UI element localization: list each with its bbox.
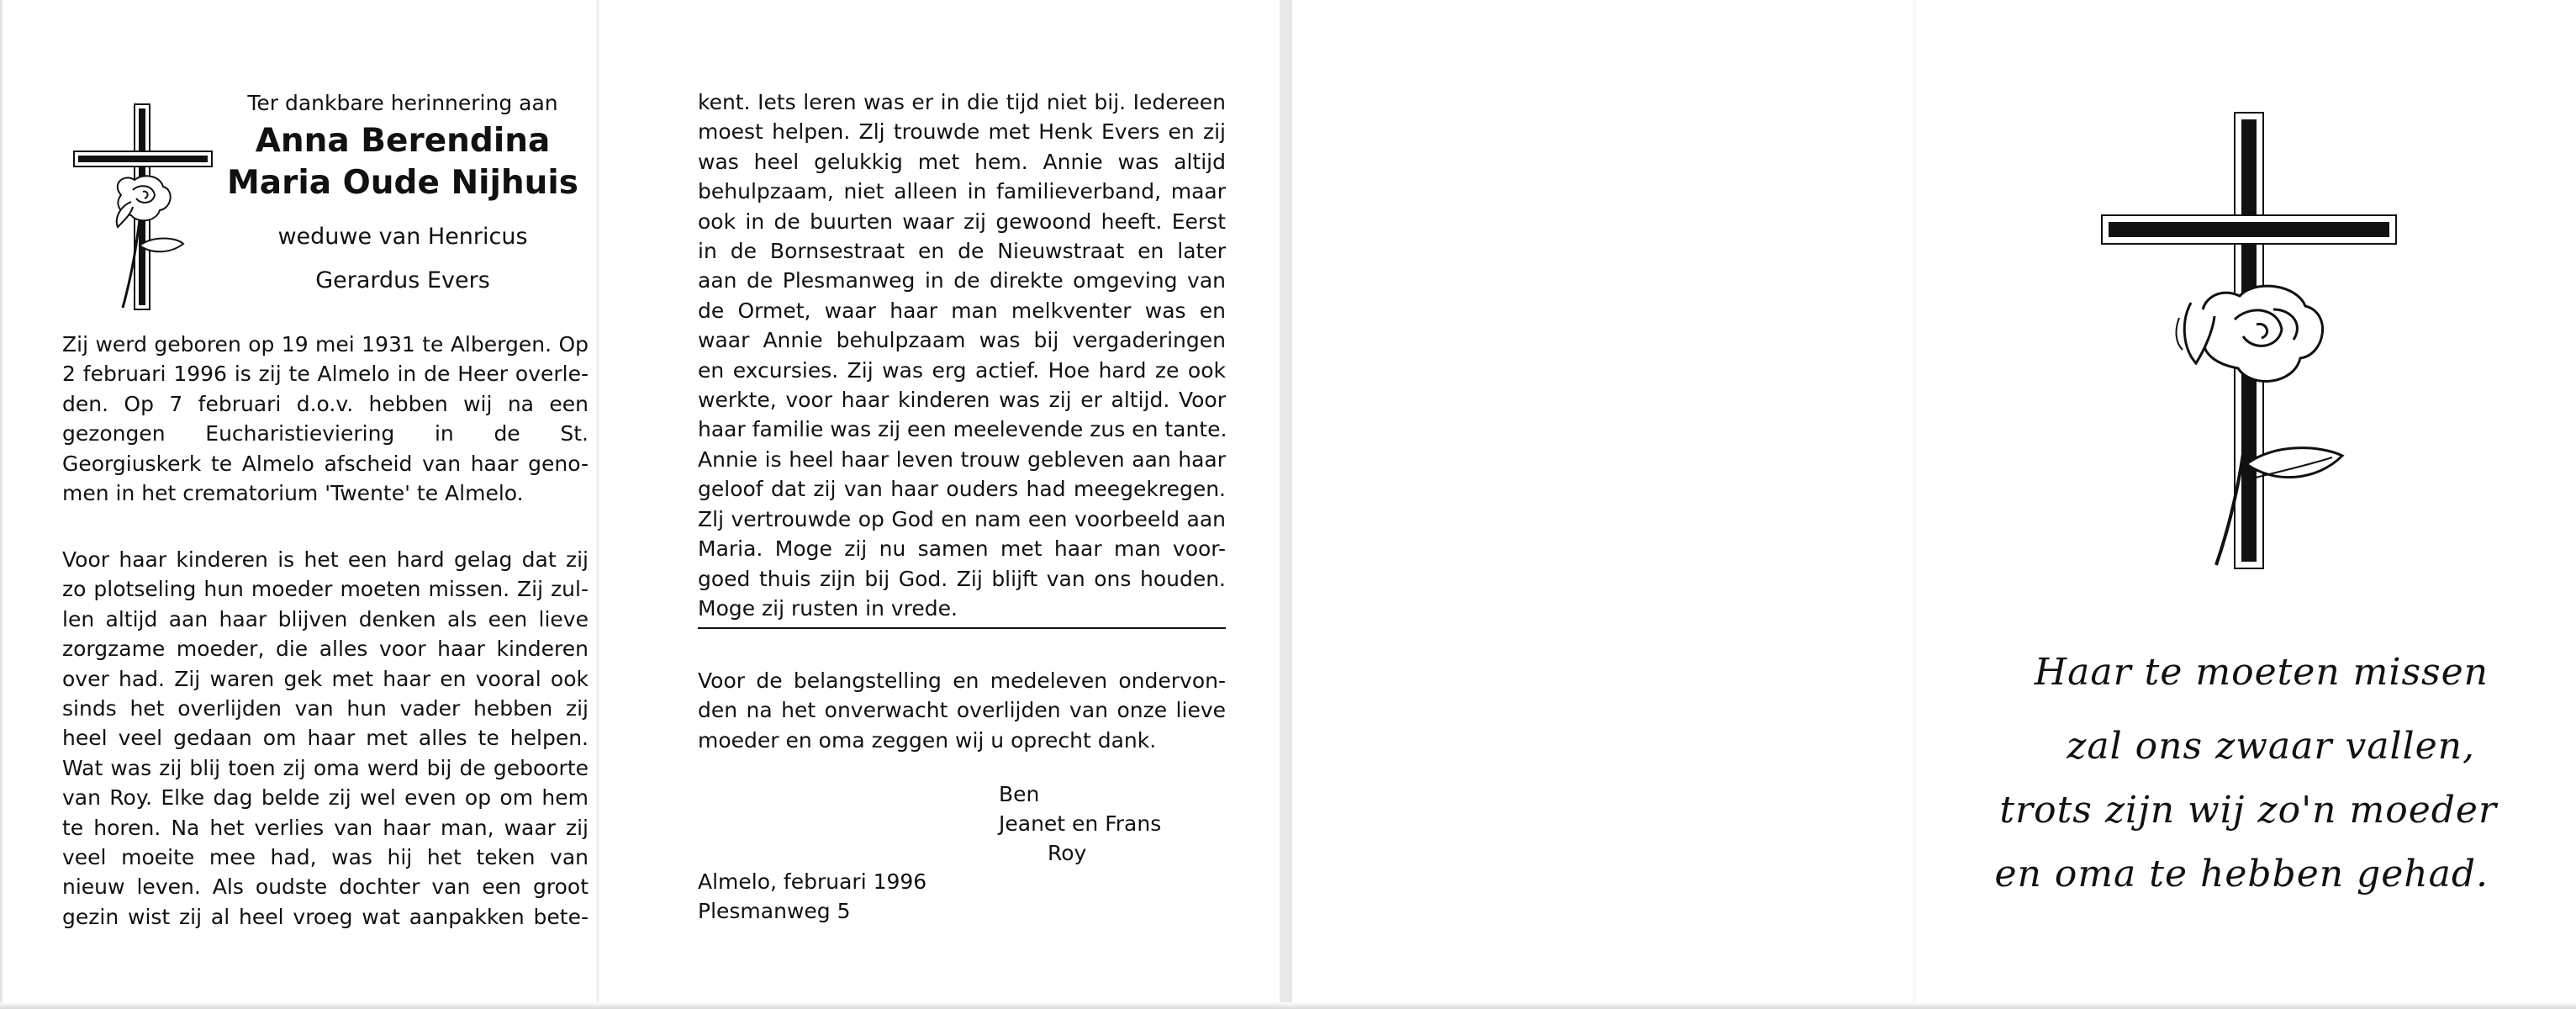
cover-fold	[1912, 0, 1917, 1009]
text-line: van Roy. Elke dag belde zij wel even op om hem	[62, 785, 589, 811]
biography-paragraph	[62, 330, 589, 508]
left-edge	[0, 0, 3, 1009]
deceased-name-line-1: Anna Berendina	[255, 122, 551, 160]
text-line: goed thuis zijn bij God. Zij blijft van ons houden.	[698, 566, 1226, 591]
thanks-paragraph	[698, 666, 1226, 755]
text-line: den na het onverwacht overlijden van onze lieve	[698, 698, 1226, 723]
text-line: Maria. Moge zij nu samen met haar man voor-	[698, 536, 1226, 562]
text-line: Wat was zij blij toen zij oma werd bij de geboorte	[62, 755, 589, 780]
signer-3: Roy	[1048, 841, 1087, 865]
text-line: gezin wist zij al heel vroeg wat aanpakken bete-	[62, 904, 589, 929]
story-paragraph-left	[62, 545, 589, 932]
text-line: Zlj vertrouwde op God en nam een voorbeeld aan	[698, 506, 1226, 531]
cover-card	[1290, 0, 2576, 1009]
text-line: Annie is heel haar leven trouw gebleven aan haar	[698, 446, 1226, 472]
text-line: Georgiuskerk te Almelo afscheid van haar geno-	[62, 451, 589, 476]
text-line: aan de Plesmanweg in de direkte omgeving van	[698, 268, 1226, 293]
text-line: in de Bornsestraat en de Nieuwstraat en later	[698, 239, 1226, 264]
story-paragraph-right	[698, 87, 1226, 623]
text-line: den. Op 7 februari d.o.v. hebben wij na een	[62, 391, 589, 416]
text-line: 2 februari 1996 is zij te Almelo in de Heer overle-	[62, 362, 589, 387]
text-line: werkte, voor haar kinderen was zij er altijd. Voor	[698, 388, 1226, 413]
signer-2: Jeanet en Frans	[999, 811, 1162, 836]
widow-line-2: Gerardus Evers	[315, 267, 490, 293]
text-line: haar familie was zij een meelevende zus en tante.	[698, 417, 1227, 442]
address: Plesmanweg 5	[698, 899, 851, 923]
sheet-gap	[1280, 0, 1290, 1009]
text-line: sinds het overlijden van hun vader hebben zij	[62, 696, 589, 721]
text-line: zo plotseling hun moeder moeten missen. Zij zul-	[62, 577, 589, 602]
divider-line	[698, 627, 1226, 629]
text-line: Voor haar kinderen is het een hard gelag dat zij	[62, 547, 589, 572]
text-line: men in het crematorium 'Twente' te Almelo.	[62, 481, 524, 506]
text-line: was heel gelukkig met hem. Annie was altijd	[698, 149, 1226, 174]
verse-line-4: en oma te hebben gehad.	[1994, 853, 2489, 895]
text-line: gezongen Eucharistieviering in de St.	[62, 421, 589, 446]
text-line: en excursies. Zij was erg actief. Hoe hard ze ook	[698, 357, 1226, 383]
memorial-heading: Ter dankbare herinnering aan	[247, 91, 558, 115]
verse-line-1: Haar te moeten missen	[2034, 651, 2489, 694]
text-line: len altijd aan haar blijven denken als een lieve	[62, 606, 589, 631]
text-line: Zij werd geboren op 19 mei 1931 te Albergen. Op	[62, 332, 589, 357]
text-line: behulpzaam, niet alleen in familieverband, maar	[698, 179, 1226, 204]
text-line: de Ormet, waar haar man melkventer was en	[698, 298, 1226, 323]
cover-left-edge	[1290, 0, 1293, 1009]
widow-line-1: weduwe van Henricus	[277, 224, 528, 250]
large-cross-with-rose-icon	[2098, 111, 2410, 570]
text-line: nieuw leven. Als oudste dochter van een groot	[62, 874, 589, 900]
verse-line-3: trots zijn wij zo'n moeder	[1999, 789, 2497, 832]
text-line: over had. Zij waren gek met haar en vooral ook	[62, 666, 589, 691]
text-line: kent. Iets leren was er in die tijd niet bij. Iedereen	[698, 90, 1226, 114]
verse-line-2: zal ons zwaar vallen,	[2067, 725, 2475, 768]
inner-card	[0, 0, 1280, 1009]
text-line: ook in de buurten waar zij gewoond heeft. Eerst	[698, 209, 1226, 234]
text-line: Voor de belangstelling en medeleven ondervon-	[698, 668, 1226, 693]
text-line: geloof dat zij van haar ouders had meegekregen.	[698, 477, 1226, 502]
deceased-name-line-2: Maria Oude Nijhuis	[227, 164, 578, 202]
text-line: veel moeite mee had, was hij het teken van	[62, 845, 589, 870]
text-line: moest helpen. Zlj trouwde met Henk Evers en zij	[698, 119, 1226, 145]
text-line: moeder en oma zeggen wij u oprecht dank.	[698, 727, 1157, 753]
text-line: heel veel gedaan om haar met alles te helpen.	[62, 726, 589, 751]
center-fold	[595, 0, 600, 1009]
text-line: te horen. Na het verlies van haar man, waar zij	[62, 815, 589, 840]
text-line: zorgzame moeder, die alles voor haar kinderen	[62, 637, 589, 662]
text-line: waar Annie behulpzaam was bij vergaderingen	[698, 328, 1226, 353]
cross-with-rose-icon	[72, 103, 217, 313]
signer-1: Ben	[999, 782, 1040, 806]
text-line: Moge zij rusten in vrede.	[698, 595, 958, 621]
place-date: Almelo, februari 1996	[698, 869, 927, 894]
bottom-edge	[0, 1002, 2576, 1009]
